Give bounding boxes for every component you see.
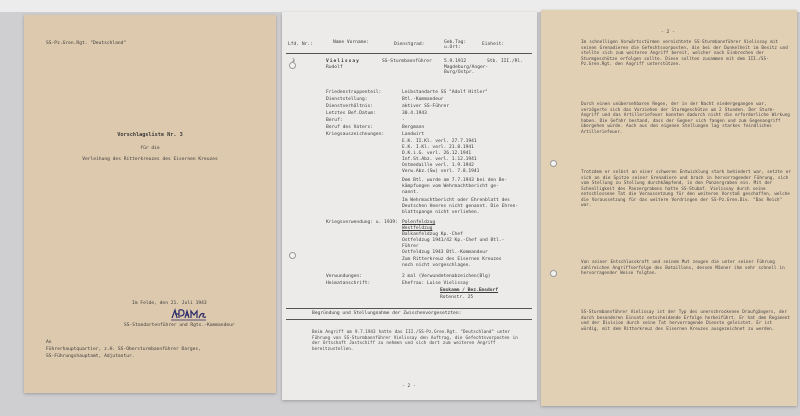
wb-line: Im Wehrmachtbericht oder Ehrenblatt des [402, 198, 510, 203]
field-label: Friedenstruppenteil: [326, 90, 382, 95]
field-label: Beruf: [326, 118, 343, 123]
award-line: D.K.i.G. verl. 26.12.1941 [402, 151, 472, 156]
regiment-header: SS-Pz.Gren.Rgt. "Deutschland" [46, 41, 127, 46]
address-line: Emskamm / Bez.Emsdorf [440, 288, 499, 293]
field-value: Landwirt [402, 132, 425, 137]
wb-line: blattspange nicht verliehen. [402, 210, 480, 215]
body-paragraph: Im schnelligen Vorwärtsstürmen vernichtete SS-Sturmbannführer Vielissay mit seinen Grenadieren die Gefechtsvorposten, die bei der Dunkelheit im Besitz und stellte sich zum weiteren Angriff bereit, welcher nach Einbrechen der Sturmgeschütze erfolgen sollte. Diese sollten zusammen mit dem III./SS-Pz.Gren.Rgt. den Angriff unterstützen. [581, 40, 788, 67]
body-paragraph: Durch einen unübersehbaren Regen, der in der Nacht niedergegangen war, verzögerte sich das Vorziehen der Sturmgeschütze um 2 Stunden. Der Sturm-Angriff und das Artilleriefeuer konnten dadurch nicht die erforderliche Wirkung haben. Die Gefahr bestand, dass der Gegner sich fangen und zum Gegenangriff übergehen würde. Auch aus den eigenen Stellungen lag starkes feindliches Artilleriefeuer. [581, 102, 790, 135]
field-value: 30.4.1943 [402, 111, 427, 116]
wb-line: Deutschen Heeres nicht genannt. Die Ehren- [402, 204, 519, 209]
document-page-1 [24, 15, 276, 393]
punch-hole [550, 160, 557, 167]
row-name: Vielissay [326, 59, 360, 64]
award-line: E.K. I.Kl. verl. 21.8.1941 [402, 145, 474, 150]
wounds-value: 2 mal (Verwundetenabzeichen(Blg) [402, 274, 491, 279]
signer-title: SS-Standartenführer und Rgts.-Kommandeur [124, 323, 235, 328]
body-paragraph: SS-Sturmbannführer Vielissay ist der Typ des unerschrockenen Draufgängers, der durch besonderen Einsatz entscheidende Erfolge herbeiführt. Er hat dem Regiment und der Division durch seine Tat hervorragende Dienste geleistet. Er ist würdig, mit dem Ritterkreuz des Eisernen Kreuzes ausgezeichnet zu werden. [581, 310, 790, 332]
row-rank: SS-Sturmbannführer [382, 59, 432, 64]
header-born: Geb.Tag: u.Ort: [444, 40, 467, 51]
distribution-line-1: Führerhauptquartier, z.H. SS-Obersturmbannführer Darges, [46, 347, 201, 352]
for-label: für die [140, 146, 160, 151]
document-page-2 [282, 12, 537, 400]
header-nr: Lfd. Nr.: [288, 42, 313, 47]
signature-icon [170, 308, 208, 322]
document-page-3 [541, 10, 797, 406]
justification-paragraph: Beim Angriff am 9.7.1943 hatte das III./SS-Pz.Gren.Rgt. "Deutschland" unter Führung von SS-Sturmbannführer Vielissay den Auftrag, die Gefechtsvorposten in der Ortschaft Jastschiff zu nehmen und sich dort zum weiteren Angriff bereitzustellen. [312, 330, 518, 352]
family-value: Ehefrau: Luise Vielissay [402, 281, 469, 286]
award-line: Ostmedaille verl. 1.9.1942 [402, 163, 474, 168]
header-unit: Einheit: [482, 42, 505, 47]
family-label: Heimatanschrift: [326, 281, 371, 286]
usage-line: noch nicht vorgeschlagen. [402, 263, 472, 268]
award-line: Verw.Abz.(Sw) verl. 7.8.1941 [402, 169, 480, 174]
section-title: Begründung und Stellungnahme der Zwischenvorgesetzten: [312, 311, 462, 316]
header-rank: Dienstgrad: [394, 42, 425, 47]
page-number: - 2 - [402, 384, 416, 389]
field-value: Btl.-Kommandeur [402, 97, 444, 102]
usage-line: Westfeldzug [402, 226, 433, 231]
header-name: Name Vorname: [333, 40, 369, 45]
award-line: Inf.St.Abz. verl. 1.12.1941 [402, 157, 477, 162]
field-label: Beruf des Vaters: [326, 125, 374, 130]
award-title: Verleihung des Ritterkreuzes des Eisernen Kreuzes [82, 157, 218, 162]
note-line: Dem Btl. wurde am 7.7.1943 bei den Be- [402, 178, 508, 183]
note-line: kämpfungen vom Wehrmachtbericht ge- [402, 184, 499, 189]
usage-line: Zum Ritterkreuz des Eisernen Kreuzes [402, 257, 502, 262]
row-birthplace: Magdeburg/Anger-Burg/Ostpr. [444, 65, 489, 76]
page-number: - 2 - [661, 30, 675, 35]
award-line: E.K. II.Kl. verl. 27.7.1941 [402, 139, 477, 144]
usage-label: Kriegsverwendung: u. 1939: [326, 220, 398, 225]
usage-line: Balkanfeldzug Kp.-Chef [402, 232, 463, 237]
distribution-label: An [46, 340, 52, 345]
punch-hole [289, 252, 296, 259]
usage-line: Polenfeldzug [402, 220, 436, 225]
field-label: Dienstverhältnis: [326, 104, 374, 109]
row-unit: Stb. III./Rl. [487, 59, 523, 64]
usage-line: Führer [402, 244, 419, 249]
body-paragraph: Von seiner Entschlusskraft und seinem Mut zeugen die unter seiner Führung zahlreichen Angriffserfolge des Bataillons, dessen Männer ihm sehr schnell in hervorragender Weise folgten. [581, 260, 785, 276]
field-value: Bergmann [402, 125, 425, 130]
usage-line: Ostfeldzug 1941/42 Kp.-Chef und Btl.- [402, 238, 505, 243]
note-line: nannt. [402, 190, 419, 195]
address-line: Rotenstr. 25 [440, 295, 474, 300]
body-paragraph: Trotzdem er selbst an einer schweren Entwicklung stark behindert war, setzte er sich an die Spitze seiner Grenadiere und brach in hervorragender Führung, sich vom Stellung zu Stellung durchkämpfend, in den Panzergraben ein. Mit der Schnelligkeit des Panzergrabens hatte SS-Stubaf. Vielissay durch seine entschlossene Tat die Voraussetzung für den weiteren Vorstoß geschaffen, welche die Voraussetzung für das weitere Vordringen der SS-Pz.Gren.Div. "Das Reich" war. [581, 170, 791, 208]
table-divider [286, 53, 532, 54]
distribution-line-2: SS-Führungshauptamt, Adjutantur. [46, 354, 135, 359]
section-divider [286, 319, 532, 320]
punch-hole [550, 270, 557, 277]
row-born: 5.9.1912 [444, 59, 467, 64]
list-title: Vorschlagsliste Nr. 3 [117, 132, 183, 138]
field-value: - [402, 118, 405, 123]
row-vorname: Rudolf [326, 65, 343, 70]
place-date: Im Felde, den 21. Juli 1943 [132, 301, 207, 306]
wounds-label: Verwundungen: [326, 274, 362, 279]
field-label: Letztes Bef.Datum: [326, 111, 376, 116]
field-label: Kriegsauszeichnungen: [326, 132, 385, 137]
field-label: Dienststellung: [326, 97, 368, 102]
usage-line: Ostfeldzug 1943 Btl.-Kommandeur [402, 250, 488, 255]
field-value: Leibstandarte SS "Adolf Hitler" [402, 90, 488, 95]
field-value: aktiver SS-Führer [402, 104, 450, 109]
section-divider [286, 308, 532, 309]
row-nr: 3 [292, 59, 295, 64]
